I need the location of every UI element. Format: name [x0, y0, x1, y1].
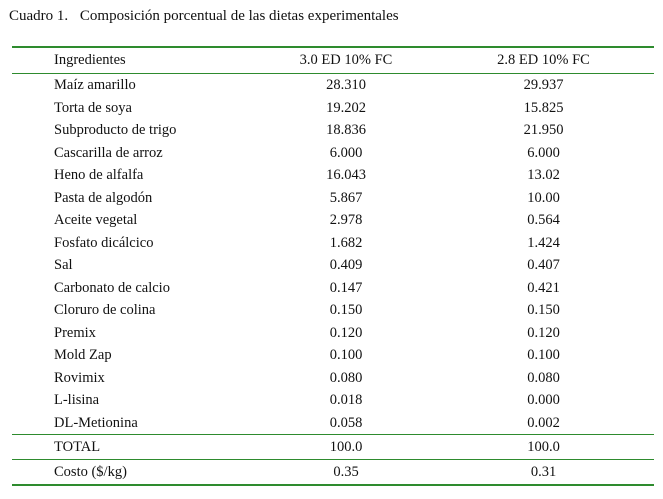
ingredient-name: Aceite vegetal	[54, 212, 138, 228]
ingredient-name: Fosfato dicálcico	[54, 234, 154, 251]
diet-a-value: 0.150	[329, 302, 363, 318]
table-row	[12, 232, 654, 255]
table-row	[12, 119, 654, 142]
diet-b-value: 10.00	[527, 189, 560, 206]
diet-b-value: 6.000	[527, 144, 560, 161]
ingredient-name: Carbonato de calcio	[54, 279, 170, 296]
table-row	[12, 254, 654, 277]
table-caption	[9, 8, 399, 25]
ingredient-name: Maíz amarillo	[54, 77, 136, 93]
table-row	[12, 164, 654, 187]
diet-a-value: 28.310	[326, 77, 366, 93]
cost-row	[12, 460, 654, 484]
ingredient-name: Pasta de algodón	[54, 189, 153, 206]
diet-a-value: 2.978	[329, 212, 363, 228]
diet-b-value: 29.937	[523, 77, 564, 93]
table-row	[12, 367, 654, 390]
diet-a-value: 16.043	[326, 167, 366, 183]
ingredient-name: DL-Metionina	[54, 414, 138, 431]
table-row	[12, 412, 654, 435]
diet-b-value: 0.150	[527, 302, 560, 318]
diet-a-value: 0.120	[329, 324, 363, 341]
diet-a-value: 5.867	[329, 189, 363, 206]
ingredient-name: Subproducto de trigo	[54, 122, 177, 138]
header-ingredientes: Ingredientes	[54, 52, 126, 68]
table-row	[12, 389, 654, 412]
diet-a-value: 6.000	[329, 144, 363, 161]
diet-b-value: 1.424	[527, 234, 560, 251]
diet-b-value: 0.120	[527, 324, 560, 341]
diet-b-value: 0.080	[527, 369, 560, 386]
caption-title: Composición porcentual de las dietas experimentales	[79, 8, 399, 24]
diet-b-value: 0.421	[527, 279, 560, 296]
cost-label: Costo ($/kg)	[54, 464, 127, 480]
total-diet-a: 100.0	[329, 439, 363, 455]
table-row	[12, 142, 654, 165]
table-row	[12, 74, 654, 97]
total-diet-b: 100.0	[527, 439, 560, 455]
table-row	[12, 322, 654, 345]
table-row	[12, 344, 654, 367]
diet-b-value: 0.000	[527, 392, 560, 408]
table-row	[12, 187, 654, 210]
table-row	[12, 277, 654, 300]
ingredient-name: Premix	[54, 324, 96, 341]
diet-a-value: 0.058	[329, 414, 363, 431]
diet-b-value: 0.002	[527, 414, 560, 431]
diet-b-value: 13.02	[527, 167, 560, 183]
cost-diet-a: 0.35	[333, 464, 359, 480]
diet-a-value: 0.147	[329, 279, 363, 296]
bottom-rule	[12, 484, 654, 486]
table-row	[12, 209, 654, 232]
total-label: TOTAL	[54, 439, 101, 455]
diet-a-value: 0.409	[329, 257, 363, 273]
diet-a-value: 18.836	[326, 122, 366, 138]
composition-table	[12, 46, 654, 486]
diet-a-value: 0.100	[329, 347, 363, 363]
header-diet-b: 2.8 ED 10% FC	[497, 52, 590, 68]
ingredient-name: Heno de alfalfa	[54, 167, 144, 183]
diet-a-value: 1.682	[329, 234, 363, 251]
diet-a-value: 0.018	[329, 392, 363, 408]
header-diet-a: 3.0 ED 10% FC	[299, 52, 393, 68]
ingredient-name: Cascarilla de arroz	[54, 144, 163, 161]
table-row	[12, 299, 654, 322]
caption-number: Cuadro 1.	[9, 8, 69, 24]
diet-b-value: 0.407	[527, 257, 560, 273]
ingredient-name: Rovimix	[54, 369, 105, 386]
diet-b-value: 21.950	[523, 122, 564, 138]
header-row	[12, 48, 654, 73]
ingredient-name: Cloruro de colina	[54, 302, 156, 318]
ingredient-name: Sal	[54, 257, 73, 273]
table-row	[12, 97, 654, 120]
ingredient-name: Torta de soya	[54, 99, 132, 116]
diet-a-value: 19.202	[326, 99, 366, 116]
diet-b-value: 15.825	[523, 99, 564, 116]
table-body	[12, 74, 654, 434]
diet-b-value: 0.100	[527, 347, 560, 363]
ingredient-name: L-lisina	[54, 392, 100, 408]
total-row	[12, 435, 654, 459]
ingredient-name: Mold Zap	[54, 347, 112, 363]
cost-diet-b: 0.31	[530, 464, 557, 480]
diet-a-value: 0.080	[329, 369, 363, 386]
diet-b-value: 0.564	[527, 212, 560, 228]
